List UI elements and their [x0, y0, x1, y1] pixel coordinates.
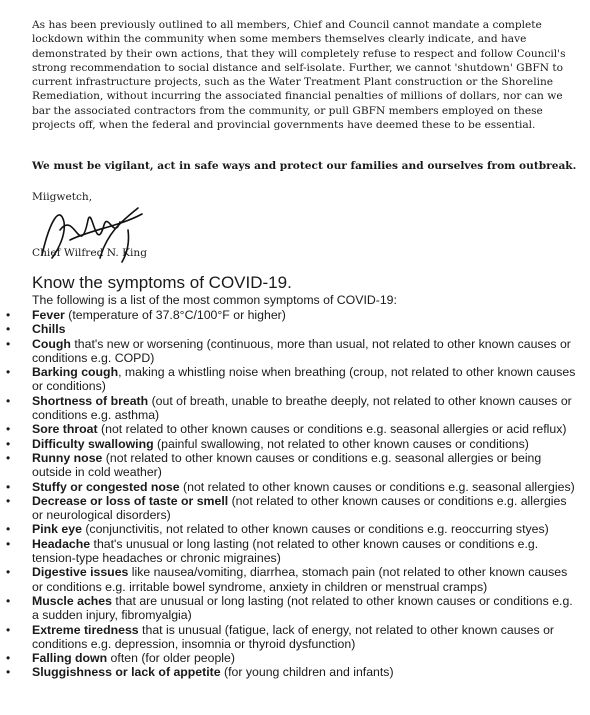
symptom-name: Headache: [32, 536, 91, 551]
vigilance-statement: We must be vigilant, act in safe ways and protect our families and ourselves from outbreak.: [32, 160, 577, 172]
symptom-name: Extreme tiredness: [32, 622, 139, 637]
symptom-item: [0, 665, 580, 679]
symptom-name: Sore throat: [32, 422, 98, 437]
symptom-item: [0, 437, 580, 451]
symptom-name: Muscle aches: [32, 593, 112, 608]
symptom-detail: that is unusual (fatigue, lack of energy, not related to other known causes or conditions e.g. depression, insomnia or thyroid dysfunction): [32, 622, 555, 651]
handwritten-signature: [30, 200, 160, 270]
symptom-detail: often (for older people): [107, 651, 235, 666]
symptom-item: [0, 480, 580, 494]
symptom-detail: that are unusual or long lasting (not related to other known causes or conditions e.g. a sudden injury, fibromyalgia): [32, 593, 573, 623]
symptom-detail: (conjunctivitis, not related to other known causes or conditions e.g. reoccurring styes): [81, 522, 549, 537]
symptom-name: Barking cough: [32, 365, 119, 380]
letter-body: [32, 18, 572, 132]
symptom-detail: (temperature of 37.8°C/100°F or higher): [64, 308, 286, 322]
symptom-detail: (out of breath, unable to breathe deeply, not related to other known causes or conditions e.g. asthma): [32, 393, 572, 423]
symptom-name: Stuffy or congested nose: [32, 479, 180, 494]
symptom-name: Sluggishness or lack of appetite: [32, 665, 221, 680]
symptom-item: [0, 623, 580, 652]
symptom-name: Fever: [32, 308, 65, 322]
symptom-detail: (painful swallowing, not related to other known causes or conditions): [153, 436, 529, 451]
symptom-item: [0, 394, 580, 423]
symptom-name: Digestive issues: [32, 565, 129, 580]
symptoms-heading: Know the symptoms of COVID-19.: [32, 273, 292, 292]
symptom-detail: (not related to other known causes or conditions e.g. seasonal allergies): [179, 479, 575, 494]
symptom-name: Decrease or loss of taste or smell: [32, 493, 229, 508]
symptom-list: [0, 308, 580, 680]
symptom-item: [0, 651, 580, 665]
symptom-detail: (not related to other known causes or conditions e.g. allergies or neurological disorders): [32, 493, 567, 523]
symptom-name: Runny nose: [32, 450, 103, 465]
symptom-item: [0, 322, 580, 336]
symptom-name: Pink eye: [32, 522, 82, 537]
symptom-item: [0, 494, 580, 523]
symptom-name: Cough: [32, 336, 71, 351]
symptom-detail: (not related to other known causes or conditions e.g. seasonal allergies or acid reflux): [97, 422, 567, 437]
symptom-item: [0, 365, 580, 394]
letter-closing: Miigwetch,: [32, 191, 93, 203]
symptom-item: [0, 422, 580, 436]
symptoms-intro: The following is a list of the most common symptoms of COVID-19:: [32, 293, 397, 307]
symptom-item: [0, 308, 580, 322]
symptom-name: Difficulty swallowing: [32, 436, 154, 451]
symptom-name: Chills: [32, 322, 66, 337]
signature-name: Chief Wilfred N. King: [32, 247, 147, 259]
symptom-detail: , making a whistling noise when breathing (croup, not related to other known causes or conditions): [32, 365, 576, 394]
symptom-item: [0, 537, 580, 566]
symptom-item: [0, 565, 580, 594]
symptom-detail: (for young children and infants): [220, 665, 394, 680]
symptom-detail: that's new or worsening (continuous, more than usual, not related to other known causes or conditions e.g. COPD): [32, 336, 571, 365]
symptom-detail: (not related to other known causes or conditions e.g. seasonal allergies or being outside in cold weather): [32, 450, 542, 480]
symptom-item: [0, 522, 580, 536]
symptom-item: [0, 337, 580, 366]
symptom-detail: that's unusual or long lasting (not related to other known causes or conditions e.g. tension-type headaches or chronic migraines): [32, 536, 539, 566]
symptom-item: [0, 451, 580, 480]
letter-paragraph: As has been previously outlined to all members, Chief and Council cannot mandate a complete lockdown within the community when some members themselves clearly indicate, and have demonstrated by their own actions, that they will completely refuse to respect and follow Council's strong recommendation to social distance and self-isolate. Further, we cannot 'shutdown' GBFN to current infrastructure projects, such as the Water Treatment Plant construction or the Shoreline Remediation, without incurring the associated financial penalties of millions of dollars, nor can we bar the associated contractors from the community, or pull GBFN members employed on these projects off, when the federal and provincial governments have deemed these to be essential.: [32, 19, 566, 132]
symptom-detail: like nausea/vomiting, diarrhea, stomach pain (not related to other known causes or conditions e.g. irritable bowel syndrome, anxiety in children or menstrual cramps): [32, 565, 568, 594]
symptom-name: Falling down: [32, 651, 108, 666]
symptom-name: Shortness of breath: [32, 393, 149, 408]
symptom-item: [0, 594, 580, 623]
